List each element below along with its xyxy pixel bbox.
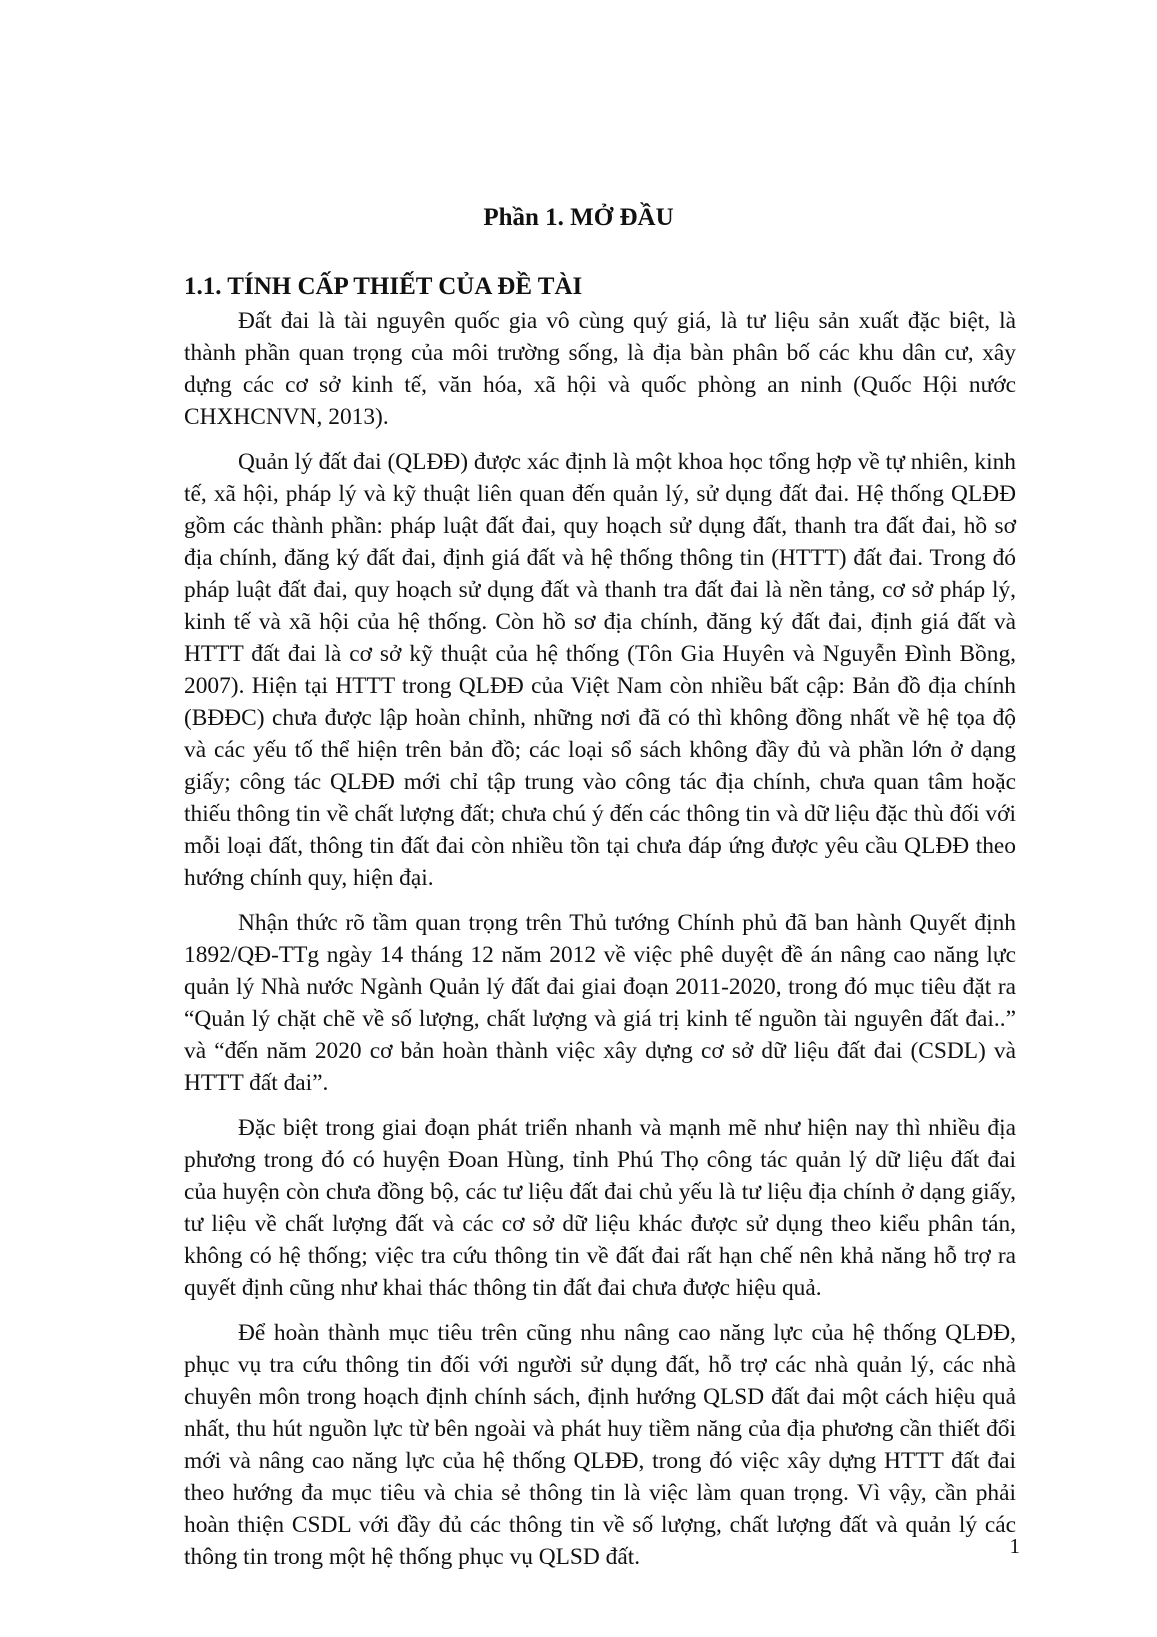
paragraph: Nhận thức rõ tầm quan trọng trên Thủ tướng Chính phủ đã ban hành Quyết định 1892/QĐ-TTg ngày 14 tháng 12 năm 2012 về việc phê duyệt đề án nâng cao năng lực quản lý Nhà nước Ngành Quản lý đất đai giai đoạn 2011-2020, trong đó mục tiêu đặt ra “Quản lý chặt chẽ về số lượng, chất lượng và giá trị kinh tế nguồn tài nguyên đất đai..” và “đến năm 2020 cơ bản hoàn thành việc xây dựng cơ sở dữ liệu đất đai (CSDL) và HTTT đất đai”. [184, 910, 1016, 1096]
page-number: 1 [1009, 1534, 1020, 1558]
paragraph: Đất đai là tài nguyên quốc gia vô cùng quý giá, là tư liệu sản xuất đặc biệt, là thành phần quan trọng của môi trường sống, là địa bàn phân bố các khu dân cư, xây dựng các cơ sở kinh tế, văn hóa, xã hội và quốc phòng an ninh (Quốc Hội nước CHXHCNVN, 2013). [184, 308, 1016, 430]
section-title: 1.1. TÍNH CẤP THIẾT CỦA ĐỀ TÀI [184, 273, 583, 300]
part-title: Phần 1. MỞ ĐẦU [483, 204, 674, 231]
paragraph: Để hoàn thành mục tiêu trên cũng nhu nâng cao năng lực của hệ thống QLĐĐ, phục vụ tra cứu thông tin đối với người sử dụng đất, hỗ trợ các nhà quản lý, các nhà chuyên môn trong hoạch định chính sách, định hướng QLSD đất đai một cách hiệu quả nhất, thu hút nguồn lực từ bên ngoài và phát huy tiềm năng của địa phương cần thiết đổi mới và nâng cao năng lực của hệ thống QLĐĐ, trong đó việc xây dựng HTTT đất đai theo hướng đa mục tiêu và chia sẻ thông tin là việc làm quan trọng. Vì vậy, cần phải hoàn thiện CSDL với đầy đủ các thông tin về số lượng, chất lượng đất và quản lý các thông tin trong một hệ thống phục vụ QLSD đất. [184, 1320, 1016, 1570]
document-body [184, 305, 1016, 1586]
paragraph: Đặc biệt trong giai đoạn phát triển nhanh và mạnh mẽ như hiện nay thì nhiều địa phương trong đó có huyện Đoan Hùng, tỉnh Phú Thọ công tác quản lý dữ liệu đất đai của huyện còn chưa đồng bộ, các tư liệu đất đai chủ yếu là tư liệu địa chính ở dạng giấy, tư liệu về chất lượng đất và các cơ sở dữ liệu khác được sử dụng theo kiểu phân tán, không có hệ thống; việc tra cứu thông tin về đất đai rất hạn chế nên khả năng hỗ trợ ra quyết định cũng như khai thác thông tin đất đai chưa được hiệu quả. [184, 1115, 1016, 1301]
paragraph: Quản lý đất đai (QLĐĐ) được xác định là một khoa học tổng hợp về tự nhiên, kinh tế, xã hội, pháp lý và kỹ thuật liên quan đến quản lý, sử dụng đất đai. Hệ thống QLĐĐ gồm các thành phần: pháp luật đất đai, quy hoạch sử dụng đất, thanh tra đất đai, hồ sơ địa chính, đăng ký đất đai, định giá đất và hệ thống thông tin (HTTT) đất đai. Trong đó pháp luật đất đai, quy hoạch sử dụng đất và thanh tra đất đai là nền tảng, cơ sở pháp lý, kinh tế và xã hội của hệ thống. Còn hồ sơ địa chính, đăng ký đất đai, định giá đất và HTTT đất đai là cơ sở kỹ thuật của hệ thống (Tôn Gia Huyên và Nguyễn Đình Bồng, 2007). Hiện tại HTTT trong QLĐĐ của Việt Nam còn nhiều bất cập: Bản đồ địa chính (BĐĐC) chưa được lập hoàn chỉnh, những nơi đã có thì không đồng nhất về hệ tọa độ và các yếu tố thể hiện trên bản đồ; các loại sổ sách không đầy đủ và phần lớn ở dạng giấy; công tác QLĐĐ mới chỉ tập trung vào công tác địa chính, chưa quan tâm hoặc thiếu thông tin về chất lượng đất; chưa chú ý đến các thông tin và dữ liệu đặc thù đối với mỗi loại đất, thông tin đất đai còn nhiều tồn tại chưa đáp ứng được yêu cầu QLĐĐ theo hướng chính quy, hiện đại. [184, 449, 1016, 891]
